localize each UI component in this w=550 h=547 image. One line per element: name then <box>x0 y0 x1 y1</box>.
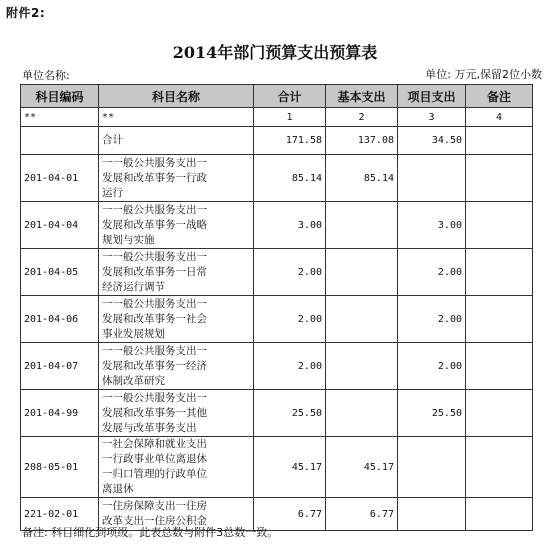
cell-project <box>398 155 466 202</box>
total-note <box>466 127 533 155</box>
cell-project: 2.00 <box>398 249 466 296</box>
cell-name: 一一般公共服务支出一 发展和改革事务一战略 规划与实施 <box>99 202 254 249</box>
cell-note <box>466 437 533 498</box>
cell-code: 201-04-99 <box>21 390 99 437</box>
cell-basic <box>326 343 398 390</box>
page-title: 2014年部门预算支出预算表 <box>172 43 378 62</box>
cell-note <box>466 296 533 343</box>
cell-code: 201-04-04 <box>21 202 99 249</box>
index-note: 4 <box>466 108 533 127</box>
cell-code: 201-04-06 <box>21 296 99 343</box>
header-project: 项目支出 <box>398 85 466 108</box>
footer-note: 备注: 科目细化到项级。此表总数与附件3总数一致。 <box>22 526 279 539</box>
total-total: 171.58 <box>254 127 326 155</box>
cell-note <box>466 155 533 202</box>
cell-project: 2.00 <box>398 343 466 390</box>
unit-note: 单位: 万元,保留2位小数 <box>425 68 542 81</box>
cell-note <box>466 390 533 437</box>
total-basic: 137.08 <box>326 127 398 155</box>
index-basic: 2 <box>326 108 398 127</box>
cell-project: 3.00 <box>398 202 466 249</box>
cell-name: 一社会保障和就业支出 一行政事业单位离退休 一归口管理的行政单位 离退休 <box>99 437 254 498</box>
cell-note <box>466 202 533 249</box>
cell-basic: 85.14 <box>326 155 398 202</box>
table-row <box>21 249 533 296</box>
cell-name: 一一般公共服务支出一 发展和改革事务一经济 体制改革研究 <box>99 343 254 390</box>
table-row <box>21 390 533 437</box>
cell-project: 25.50 <box>398 390 466 437</box>
table-row <box>21 343 533 390</box>
index-name: ** <box>99 108 254 127</box>
table-row <box>21 202 533 249</box>
cell-name: 一一般公共服务支出一 发展和改革事务一行政 运行 <box>99 155 254 202</box>
cell-total: 25.50 <box>254 390 326 437</box>
cell-total: 6.77 <box>254 498 326 531</box>
index-row <box>21 108 533 127</box>
total-row <box>21 127 533 155</box>
cell-basic <box>326 202 398 249</box>
cell-name: 一一般公共服务支出一 发展和改革事务一其他 发展与改革事务支出 <box>99 390 254 437</box>
cell-name: 一一般公共服务支出一 发展和改革事务一日常 经济运行调节 <box>99 249 254 296</box>
cell-basic <box>326 390 398 437</box>
cell-project <box>398 498 466 531</box>
attachment-label: 附件2: <box>6 6 46 20</box>
total-project: 34.50 <box>398 127 466 155</box>
cell-name: 一住房保障支出一住房 改革支出一住房公积金 <box>99 498 254 531</box>
budget-table <box>20 84 533 531</box>
index-code: ** <box>21 108 99 127</box>
cell-total: 2.00 <box>254 249 326 296</box>
total-code <box>21 127 99 155</box>
header-name: 科目名称 <box>99 85 254 108</box>
cell-basic <box>326 249 398 296</box>
cell-total: 85.14 <box>254 155 326 202</box>
cell-note <box>466 249 533 296</box>
cell-project <box>398 437 466 498</box>
total-name: 合计 <box>99 127 254 155</box>
header-note: 备注 <box>466 85 533 108</box>
cell-total: 2.00 <box>254 296 326 343</box>
cell-code: 221-02-01 <box>21 498 99 531</box>
index-project: 3 <box>398 108 466 127</box>
cell-total: 3.00 <box>254 202 326 249</box>
header-row <box>21 85 533 108</box>
cell-code: 201-04-07 <box>21 343 99 390</box>
cell-total: 2.00 <box>254 343 326 390</box>
table-row <box>21 296 533 343</box>
unit-name-label: 单位名称: <box>22 69 70 82</box>
index-total: 1 <box>254 108 326 127</box>
cell-code: 201-04-01 <box>21 155 99 202</box>
cell-basic: 6.77 <box>326 498 398 531</box>
table-row <box>21 155 533 202</box>
cell-code: 208-05-01 <box>21 437 99 498</box>
cell-note <box>466 343 533 390</box>
cell-name: 一一般公共服务支出一 发展和改革事务一社会 事业发展规划 <box>99 296 254 343</box>
cell-basic: 45.17 <box>326 437 398 498</box>
header-total: 合计 <box>254 85 326 108</box>
cell-code: 201-04-05 <box>21 249 99 296</box>
cell-total: 45.17 <box>254 437 326 498</box>
cell-project: 2.00 <box>398 296 466 343</box>
header-code: 科目编码 <box>21 85 99 108</box>
cell-note <box>466 498 533 531</box>
table-row <box>21 437 533 498</box>
cell-basic <box>326 296 398 343</box>
header-basic: 基本支出 <box>326 85 398 108</box>
